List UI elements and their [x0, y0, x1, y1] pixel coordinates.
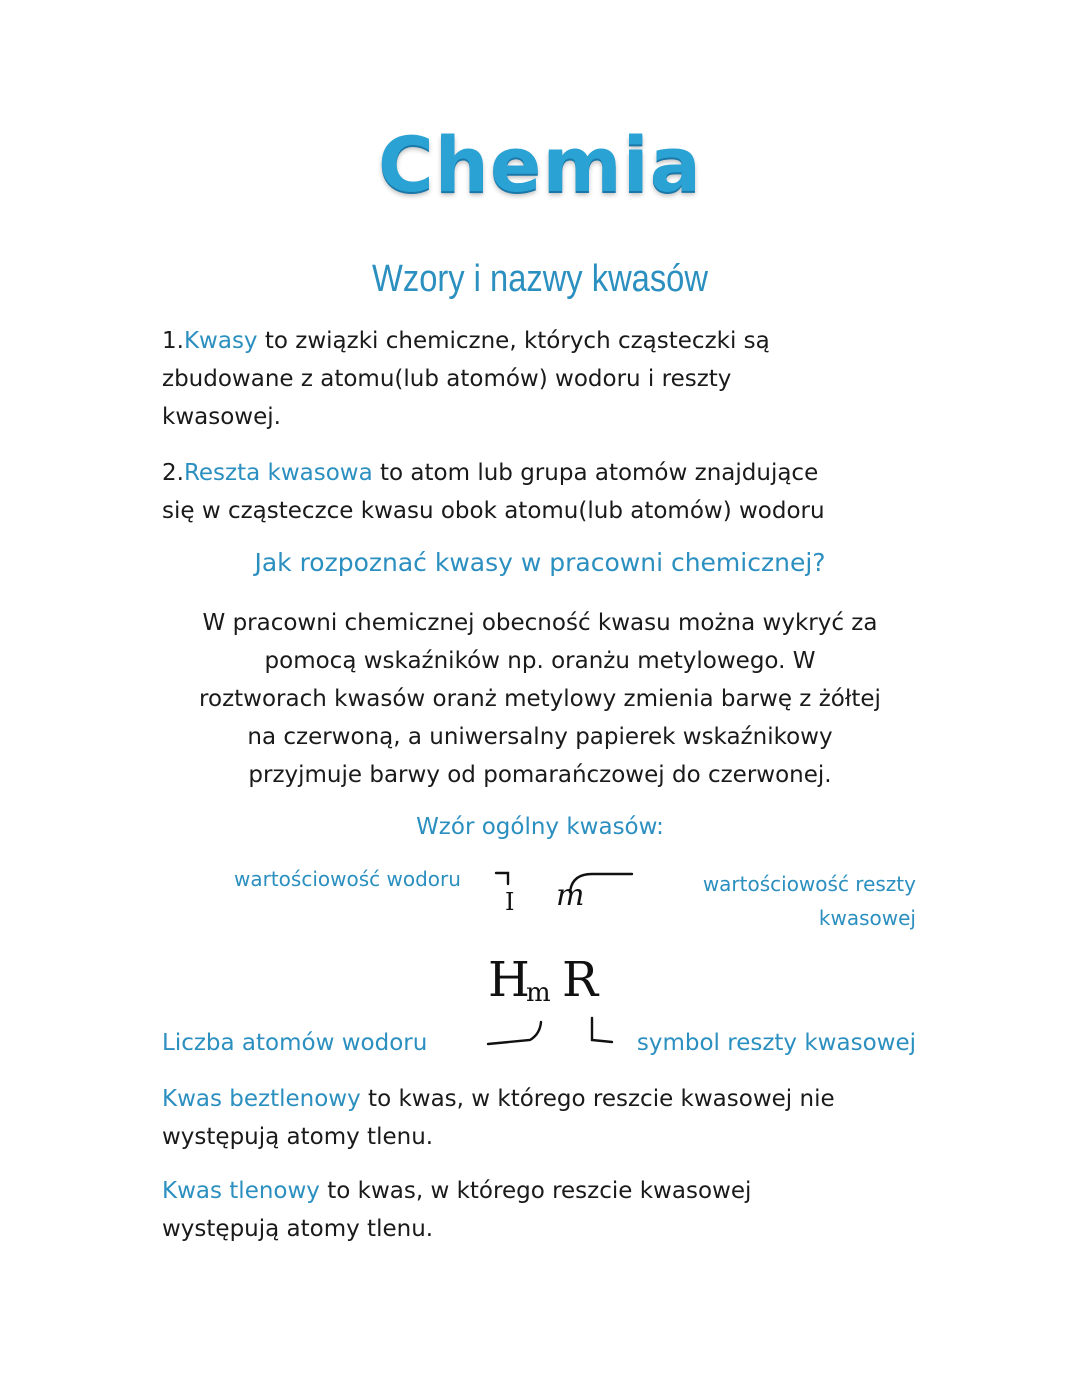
- definition-number: 1.: [162, 328, 184, 354]
- definition-text: to atom lub grupa atomów znajdujące: [372, 460, 819, 486]
- definition-term: Kwasy: [183, 328, 258, 354]
- lab-heading: Jak rozpoznać kwasy w pracowni chemicznej?: [254, 548, 826, 577]
- definition-text: to kwas, w którego reszcie kwasowej: [319, 1178, 752, 1204]
- hydrogen-valence-mark: I: [505, 888, 515, 916]
- residue-valence-label-line: kwasowej: [818, 906, 916, 930]
- definition-text: się w cząsteczce kwasu obok atomu(lub atomów) wodoru: [162, 498, 825, 524]
- page-subtitle: Wzory i nazwy kwasów: [372, 258, 708, 300]
- formula-symbol-r: R: [562, 952, 599, 1008]
- formula-heading: Wzór ogólny kwasów:: [416, 814, 664, 840]
- definition-text: to kwas, w którego reszcie kwasowej nie: [360, 1086, 835, 1112]
- definition-term: Kwas tlenowy: [162, 1178, 320, 1204]
- definition-text: zbudowane z atomu(lub atomów) wodoru i reszty: [162, 366, 732, 392]
- formula-symbol-h: H: [488, 952, 530, 1008]
- lab-line: przyjmuje barwy od pomarańczowej do czerwonej.: [248, 762, 832, 788]
- residue-valence-mark: m: [556, 878, 585, 913]
- residue-symbol-bracket: [592, 1018, 612, 1042]
- residue-valence-label-line: wartościowość reszty: [702, 872, 916, 896]
- lab-line: W pracowni chemicznej obecność kwasu można wykryć za: [202, 610, 878, 636]
- residue-symbol-label: symbol reszty kwasowej: [636, 1030, 916, 1056]
- atom-count-bracket: [488, 1022, 541, 1044]
- definition-text: to związki chemiczne, których cząsteczki są: [257, 328, 770, 354]
- residue-valence-bracket: [570, 874, 632, 892]
- lab-line: pomocą wskaźników np. oranżu metylowego. W: [264, 648, 816, 674]
- definition-term: Reszta kwasowa: [183, 460, 373, 486]
- formula-subscript: m: [526, 978, 551, 1008]
- page-title: Chemia: [378, 120, 702, 209]
- lab-line: roztworach kwasów oranż metylowy zmienia barwę z żółtej: [199, 686, 881, 712]
- definition-oxygen-free-acid: [162, 1080, 922, 1156]
- hydrogen-valence-bracket: [496, 873, 508, 884]
- definition-term: Kwas beztlenowy: [162, 1086, 361, 1112]
- hydrogen-valence-label: wartościowość wodoru: [234, 867, 461, 891]
- definition-number: 2.: [162, 460, 184, 486]
- definition-text: występują atomy tlenu.: [162, 1124, 434, 1150]
- atom-count-label: Liczba atomów wodoru: [162, 1030, 428, 1056]
- lab-line: na czerwoną, a uniwersalny papierek wskaźnikowy: [247, 724, 833, 750]
- definition-text: występują atomy tlenu.: [162, 1216, 434, 1242]
- definition-text: kwasowej.: [162, 404, 281, 430]
- definition-oxygen-acid: [162, 1172, 922, 1248]
